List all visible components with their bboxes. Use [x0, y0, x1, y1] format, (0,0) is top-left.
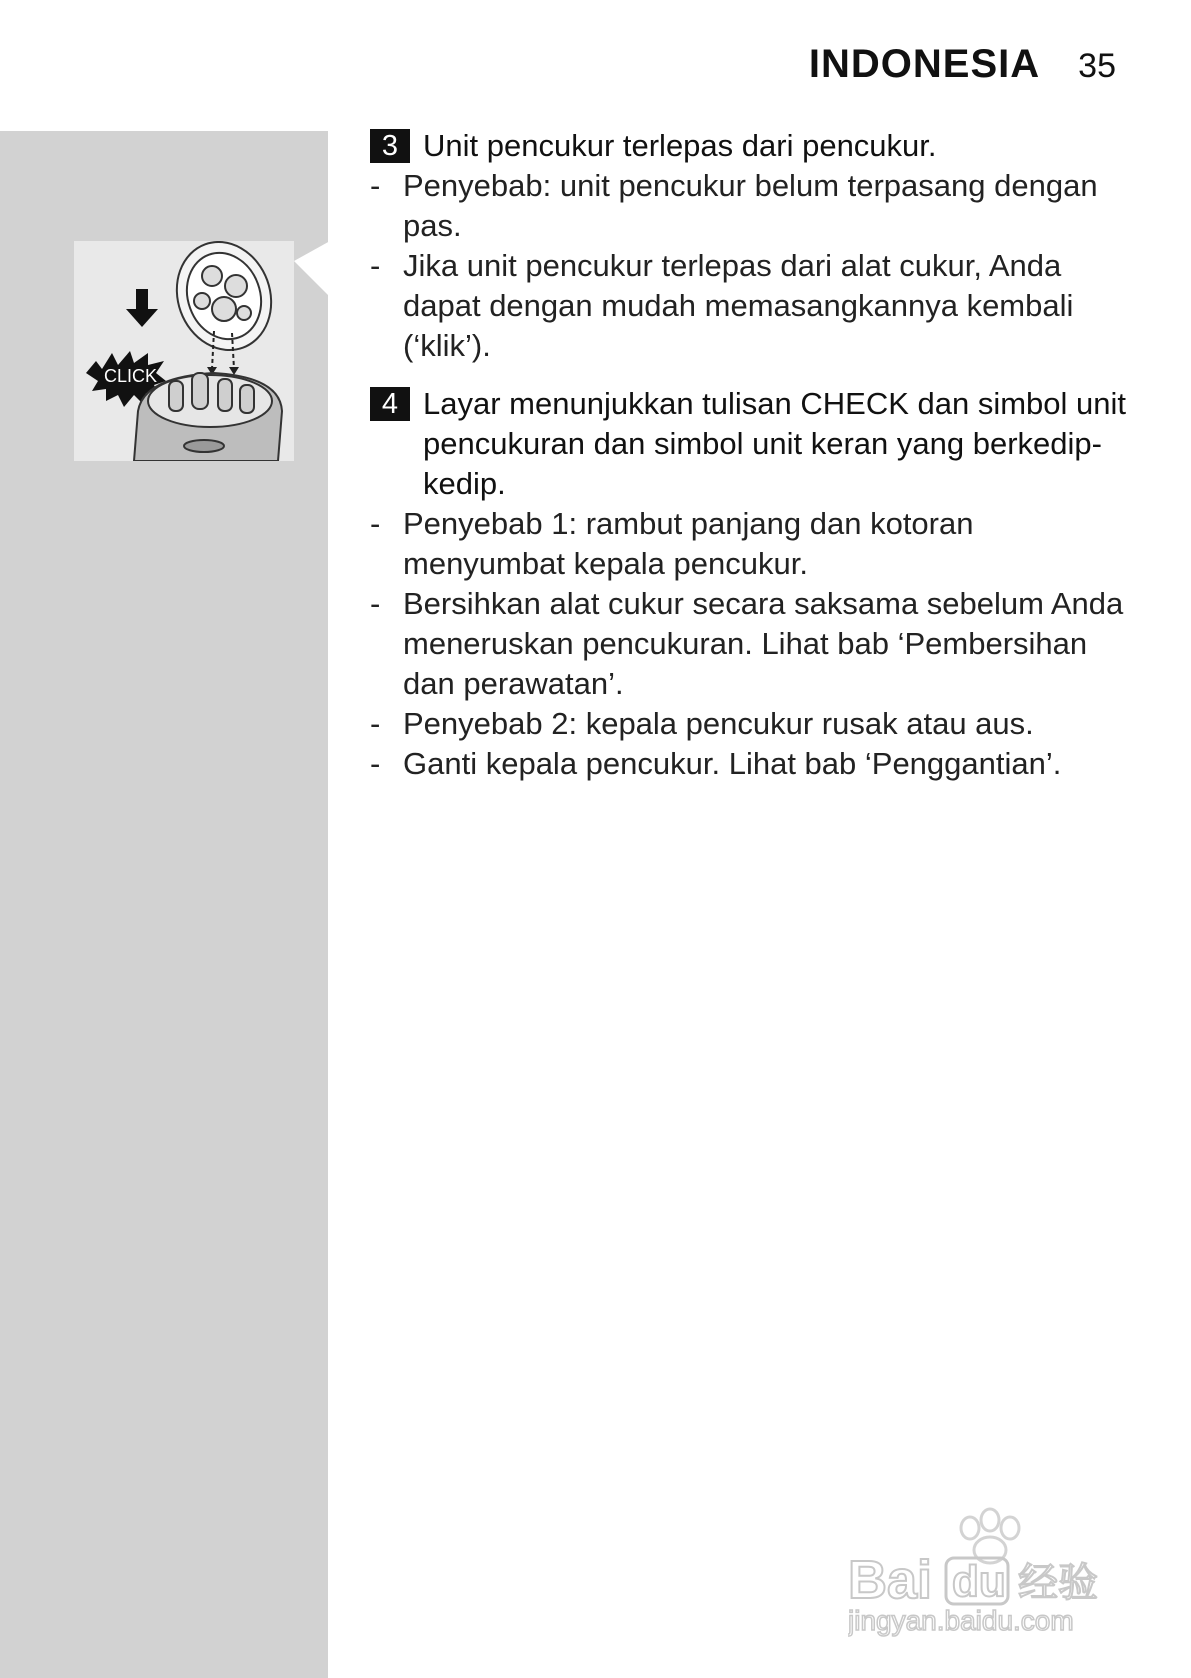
list-item [370, 246, 1130, 366]
svg-text:jingyan.baidu.com: jingyan.baidu.com [848, 1605, 1074, 1636]
step-heading-text: Layar menunjukkan tulisan CHECK dan simbol unit pencukuran dan simbol unit keran yang berkedip-kedip. [423, 386, 1127, 501]
svg-text:CLICK: CLICK [104, 366, 158, 386]
dash-bullet: - [370, 506, 381, 541]
dash-bullet: - [370, 586, 381, 621]
list-item-text: Penyebab: unit pencukur belum terpasang dengan pas. [403, 168, 1098, 243]
shaver-unit-attach-illustration-icon [74, 241, 294, 461]
down-arrow-icon [126, 289, 158, 327]
list-item-text: Jika unit pencukur terlepas dari alat cukur, Anda dapat dengan mudah memasangkannya kembali (‘klik’). [403, 248, 1074, 363]
list-item [370, 744, 1130, 784]
page-header [809, 42, 1116, 87]
shaver-base-icon [134, 373, 282, 461]
step-heading [370, 126, 1130, 166]
list-item [370, 166, 1130, 246]
list-item-text: Penyebab 1: rambut panjang dan kotoran menyumbat kepala pencukur. [403, 506, 974, 581]
list-item-text: Ganti kepala pencukur. Lihat bab ‘Penggantian’. [403, 746, 1062, 781]
baidu-watermark-icon [848, 1500, 1128, 1640]
dash-bullet: - [370, 168, 381, 203]
language-title: INDONESIA [808, 42, 1041, 86]
list-item [370, 504, 1130, 584]
dash-bullet: - [370, 248, 381, 283]
shaving-unit-icon [162, 241, 286, 363]
list-item-text: Penyebab 2: kepala pencukur rusak atau aus. [403, 706, 1034, 741]
svg-text:Bai: Bai [848, 1550, 933, 1610]
list-item-text: Bersihkan alat cukur secara saksama sebelum Anda meneruskan pencukuran. Lihat bab ‘Pembersihan dan perawatan’. [403, 586, 1124, 701]
list-item [370, 704, 1130, 744]
list-item [370, 584, 1130, 704]
step-number-badge: 3 [370, 129, 410, 163]
dash-bullet: - [370, 746, 381, 781]
step-number-badge: 4 [370, 387, 410, 421]
callout-pointer-icon [294, 241, 330, 297]
svg-text:du: du [952, 1557, 1006, 1606]
shaver-illustration [74, 241, 294, 461]
step-heading-text: Unit pencukur terlepas dari pencukur. [423, 128, 937, 163]
troubleshooting-content [370, 126, 1130, 784]
dash-bullet: - [370, 706, 381, 741]
step-heading [370, 384, 1130, 504]
page-number: 35 [1078, 47, 1116, 85]
svg-text:经验: 经验 [1018, 1560, 1098, 1606]
